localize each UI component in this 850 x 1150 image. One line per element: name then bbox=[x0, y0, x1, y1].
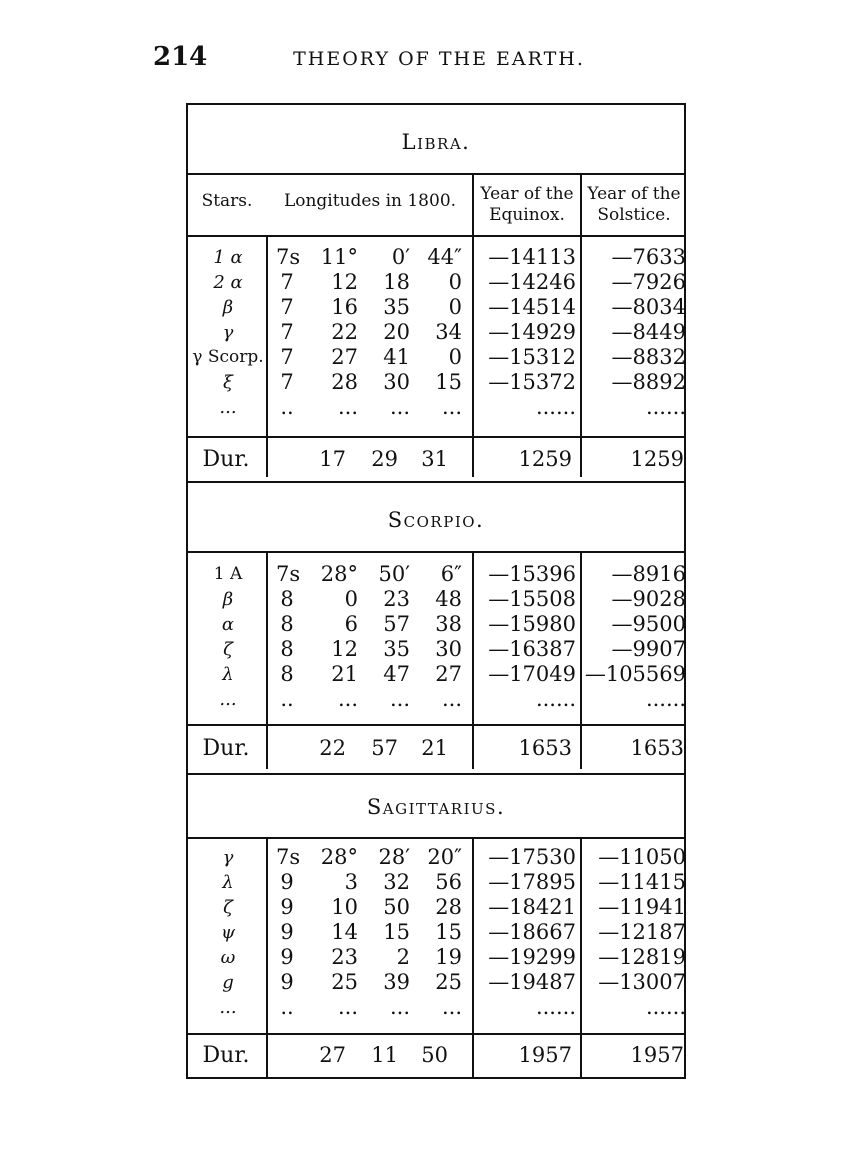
seconds: 6″ bbox=[440, 562, 462, 586]
equinox-year: —15372 bbox=[488, 370, 576, 394]
equinox-year: ...... bbox=[535, 687, 576, 711]
equinox-year: —18667 bbox=[488, 920, 576, 944]
degrees: 3 bbox=[344, 870, 358, 894]
degrees: 10 bbox=[331, 895, 358, 919]
seconds: ... bbox=[441, 995, 462, 1019]
minutes: 11 bbox=[371, 1043, 398, 1067]
star-name: 1 A bbox=[213, 564, 243, 584]
degrees: 23 bbox=[331, 945, 358, 969]
minutes: 50′ bbox=[378, 562, 410, 586]
duration-row bbox=[188, 1043, 684, 1068]
duration-label: Dur. bbox=[202, 447, 250, 472]
equinox-year: —17895 bbox=[488, 870, 576, 894]
signs: 8 bbox=[280, 662, 294, 686]
table-row-ellipsis bbox=[188, 995, 684, 1020]
table-row bbox=[188, 295, 684, 320]
signs: 9 bbox=[280, 870, 294, 894]
star-name: ... bbox=[219, 397, 237, 418]
star-name: ... bbox=[219, 997, 237, 1018]
signs: .. bbox=[280, 395, 294, 419]
degrees: 21 bbox=[331, 662, 358, 686]
star-name: α bbox=[221, 614, 235, 635]
star-name: λ bbox=[222, 872, 234, 893]
col-header-equinox: Year of the Equinox. bbox=[480, 184, 574, 225]
equinox-year: —17049 bbox=[488, 662, 576, 686]
minutes: 35 bbox=[383, 637, 410, 661]
column-rule bbox=[580, 173, 582, 477]
degrees: 0 bbox=[344, 587, 358, 611]
minutes: ... bbox=[389, 395, 410, 419]
table-row bbox=[188, 945, 684, 970]
solstice-year: —8832 bbox=[611, 345, 686, 369]
seconds: 19 bbox=[435, 945, 462, 969]
equinox-year: —14113 bbox=[488, 245, 576, 269]
minutes: 47 bbox=[383, 662, 410, 686]
signs: 9 bbox=[280, 945, 294, 969]
table-row bbox=[188, 870, 684, 895]
rule bbox=[188, 837, 684, 839]
rule bbox=[188, 436, 684, 438]
equinox-year: —19487 bbox=[488, 970, 576, 994]
star-name: β bbox=[222, 297, 234, 318]
signs: .. bbox=[280, 995, 294, 1019]
minutes: 32 bbox=[383, 870, 410, 894]
rule bbox=[188, 173, 684, 175]
seconds: ... bbox=[441, 687, 462, 711]
minutes: 39 bbox=[383, 970, 410, 994]
seconds: 44″ bbox=[427, 245, 462, 269]
equinox-year: —15312 bbox=[488, 345, 576, 369]
minutes: 57 bbox=[371, 736, 398, 760]
signs: 7 bbox=[280, 320, 294, 344]
minutes: 57 bbox=[383, 612, 410, 636]
minutes: 50 bbox=[383, 895, 410, 919]
seconds: 25 bbox=[435, 970, 462, 994]
table-row-ellipsis bbox=[188, 395, 684, 420]
table-row bbox=[188, 845, 684, 870]
column-rule bbox=[472, 551, 474, 769]
signs: 7s bbox=[276, 845, 301, 869]
duration-row bbox=[188, 736, 684, 761]
table-row bbox=[188, 920, 684, 945]
rule bbox=[188, 1033, 684, 1035]
signs: 7 bbox=[280, 370, 294, 394]
table-row bbox=[188, 970, 684, 995]
solstice-year: —8916 bbox=[611, 562, 686, 586]
degrees: 28° bbox=[320, 845, 358, 869]
rule bbox=[188, 481, 684, 483]
equinox-year: —15980 bbox=[488, 612, 576, 636]
minutes: 23 bbox=[383, 587, 410, 611]
star-name: γ bbox=[222, 322, 234, 343]
equinox-year: —18421 bbox=[488, 895, 576, 919]
duration-label: Dur. bbox=[202, 1043, 250, 1068]
duration-row bbox=[188, 447, 684, 472]
star-name: ω bbox=[220, 947, 236, 968]
star-name: γ bbox=[222, 847, 234, 868]
star-name: 2 α bbox=[213, 272, 243, 293]
solstice-year: —9907 bbox=[611, 637, 686, 661]
star-name: γ Scorp. bbox=[192, 347, 264, 367]
column-rule bbox=[266, 551, 268, 769]
solstice-year: —12819 bbox=[598, 945, 686, 969]
signs: 9 bbox=[280, 920, 294, 944]
degrees: 11° bbox=[320, 245, 358, 269]
table-row bbox=[188, 637, 684, 662]
column-rule bbox=[472, 837, 474, 1077]
minutes: 41 bbox=[383, 345, 410, 369]
solstice-year: —105569 bbox=[584, 662, 686, 686]
seconds: ... bbox=[441, 395, 462, 419]
page-number: 214 bbox=[153, 42, 208, 72]
minutes: ... bbox=[389, 995, 410, 1019]
table-row bbox=[188, 895, 684, 920]
section-title-scorpio: Scorpio. bbox=[387, 508, 485, 532]
solstice-year: —8034 bbox=[611, 295, 686, 319]
seconds: 48 bbox=[435, 587, 462, 611]
star-table bbox=[186, 103, 686, 1079]
solstice-year: —8449 bbox=[611, 320, 686, 344]
solstice-year: ...... bbox=[645, 995, 686, 1019]
equinox-year: ...... bbox=[535, 395, 576, 419]
equinox-year: —14246 bbox=[488, 270, 576, 294]
degrees: 27 bbox=[331, 345, 358, 369]
signs: 8 bbox=[280, 612, 294, 636]
seconds: 28 bbox=[435, 895, 462, 919]
duration-label: Dur. bbox=[202, 736, 250, 761]
table-row bbox=[188, 370, 684, 395]
equinox-duration: 1653 bbox=[518, 736, 572, 760]
solstice-year: —13007 bbox=[598, 970, 686, 994]
seconds: 30 bbox=[435, 637, 462, 661]
solstice-year: —9500 bbox=[611, 612, 686, 636]
equinox-year: —16387 bbox=[488, 637, 576, 661]
seconds: 34 bbox=[435, 320, 462, 344]
minutes: 2 bbox=[396, 945, 410, 969]
minutes: 15 bbox=[383, 920, 410, 944]
equinox-year: —19299 bbox=[488, 945, 576, 969]
solstice-duration: 1653 bbox=[630, 736, 684, 760]
table-row bbox=[188, 245, 684, 270]
star-name: λ bbox=[222, 664, 234, 685]
solstice-year: —9028 bbox=[611, 587, 686, 611]
signs: 8 bbox=[280, 637, 294, 661]
solstice-year: ...... bbox=[645, 687, 686, 711]
column-rule bbox=[266, 235, 268, 477]
seconds: 50 bbox=[421, 1043, 448, 1067]
minutes: 30 bbox=[383, 370, 410, 394]
degrees: 17 bbox=[319, 447, 346, 471]
seconds: 31 bbox=[421, 447, 448, 471]
signs: 7 bbox=[280, 270, 294, 294]
seconds: 20″ bbox=[427, 845, 462, 869]
signs: 9 bbox=[280, 895, 294, 919]
page-header bbox=[0, 40, 850, 80]
star-name: ξ bbox=[223, 372, 233, 393]
solstice-year: —11050 bbox=[598, 845, 686, 869]
equinox-year: —14514 bbox=[488, 295, 576, 319]
equinox-year: —15396 bbox=[488, 562, 576, 586]
minutes: ... bbox=[389, 687, 410, 711]
equinox-year: ...... bbox=[535, 995, 576, 1019]
solstice-year: ...... bbox=[645, 395, 686, 419]
rule bbox=[188, 551, 684, 553]
degrees: 14 bbox=[331, 920, 358, 944]
table-row bbox=[188, 587, 684, 612]
degrees: 28° bbox=[320, 562, 358, 586]
column-rule bbox=[472, 173, 474, 477]
seconds: 15 bbox=[435, 920, 462, 944]
solstice-year: —11415 bbox=[598, 870, 686, 894]
table-row bbox=[188, 345, 684, 370]
degrees: 27 bbox=[319, 1043, 346, 1067]
star-name: ζ bbox=[223, 639, 233, 660]
column-rule bbox=[266, 837, 268, 1077]
signs: 8 bbox=[280, 587, 294, 611]
table-row bbox=[188, 562, 684, 587]
star-name: ψ bbox=[220, 922, 236, 943]
table-row bbox=[188, 320, 684, 345]
seconds: 27 bbox=[435, 662, 462, 686]
degrees: ... bbox=[337, 995, 358, 1019]
table-row bbox=[188, 270, 684, 295]
equinox-year: —15508 bbox=[488, 587, 576, 611]
minutes: 0′ bbox=[391, 245, 410, 269]
minutes: 29 bbox=[371, 447, 398, 471]
signs: 9 bbox=[280, 970, 294, 994]
signs: 7s bbox=[276, 562, 301, 586]
col-header-longitudes: Longitudes in 1800. bbox=[283, 191, 457, 211]
seconds: 0 bbox=[448, 345, 462, 369]
equinox-year: —17530 bbox=[488, 845, 576, 869]
signs: .. bbox=[280, 687, 294, 711]
solstice-year: —7926 bbox=[611, 270, 686, 294]
minutes: 20 bbox=[383, 320, 410, 344]
solstice-year: —11941 bbox=[598, 895, 686, 919]
rule bbox=[188, 773, 684, 775]
running-title: THEORY OF THE EARTH. bbox=[293, 48, 585, 70]
seconds: 56 bbox=[435, 870, 462, 894]
signs: 7s bbox=[276, 245, 301, 269]
seconds: 38 bbox=[435, 612, 462, 636]
degrees: 22 bbox=[331, 320, 358, 344]
rule bbox=[188, 235, 684, 237]
column-rule bbox=[580, 837, 582, 1077]
section-title-libra: Libra. bbox=[401, 130, 471, 154]
minutes: 28′ bbox=[378, 845, 410, 869]
signs: 7 bbox=[280, 295, 294, 319]
equinox-year: —14929 bbox=[488, 320, 576, 344]
solstice-duration: 1259 bbox=[630, 447, 684, 471]
seconds: 0 bbox=[448, 270, 462, 294]
solstice-year: —7633 bbox=[611, 245, 686, 269]
degrees: ... bbox=[337, 395, 358, 419]
solstice-year: —8892 bbox=[611, 370, 686, 394]
minutes: 18 bbox=[383, 270, 410, 294]
degrees: 28 bbox=[331, 370, 358, 394]
section-title-sagittarius: Sagittarius. bbox=[366, 795, 506, 819]
equinox-duration: 1957 bbox=[518, 1043, 572, 1067]
col-header-stars: Stars. bbox=[201, 191, 253, 211]
table-row-ellipsis bbox=[188, 687, 684, 712]
degrees: 22 bbox=[319, 736, 346, 760]
degrees: ... bbox=[337, 687, 358, 711]
degrees: 6 bbox=[344, 612, 358, 636]
seconds: 21 bbox=[421, 736, 448, 760]
degrees: 25 bbox=[331, 970, 358, 994]
star-name: 1 α bbox=[213, 247, 243, 268]
solstice-year: —12187 bbox=[598, 920, 686, 944]
equinox-duration: 1259 bbox=[518, 447, 572, 471]
col-header-solstice: Year of the Solstice. bbox=[587, 184, 681, 225]
rule bbox=[188, 724, 684, 726]
seconds: 0 bbox=[448, 295, 462, 319]
degrees: 12 bbox=[331, 270, 358, 294]
seconds: 15 bbox=[435, 370, 462, 394]
star-name: g bbox=[222, 972, 234, 993]
star-name: ζ bbox=[223, 897, 233, 918]
minutes: 35 bbox=[383, 295, 410, 319]
star-name: β bbox=[222, 589, 234, 610]
table-row bbox=[188, 662, 684, 687]
star-name: ... bbox=[219, 689, 237, 710]
degrees: 12 bbox=[331, 637, 358, 661]
column-rule bbox=[580, 551, 582, 769]
solstice-duration: 1957 bbox=[630, 1043, 684, 1067]
signs: 7 bbox=[280, 345, 294, 369]
degrees: 16 bbox=[331, 295, 358, 319]
table-row bbox=[188, 612, 684, 637]
